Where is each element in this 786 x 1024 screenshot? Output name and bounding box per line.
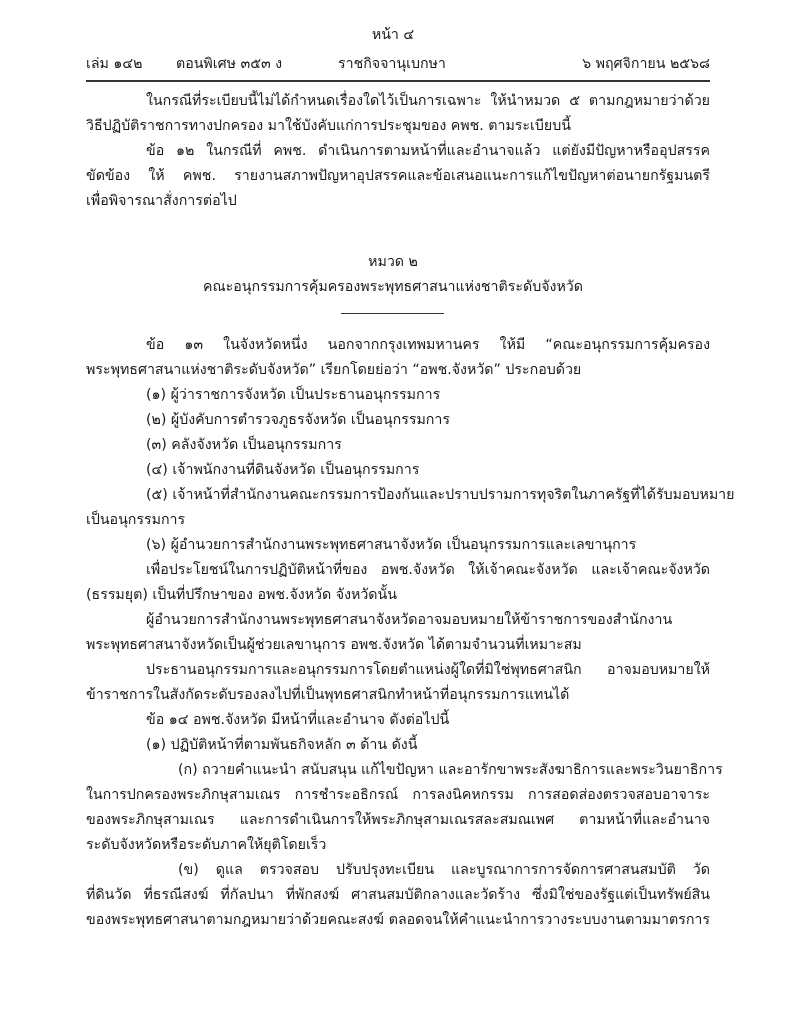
sub-item-line: ระดับจังหวัดหรือระดับภาคให้ยุติโดยเร็ว [86,837,327,853]
section-title: คณะอนุกรรมการคุ้มครองพระพุทธศาสนาแห่งชาติระดับจังหวัด [203,279,583,295]
list-item: (๑) ผู้ว่าราชการจังหวัด เป็นประธานอนุกรรมการ [146,387,441,403]
paragraph-line: ข้าราชการในสังกัดระดับรองลงไปที่เป็นพุทธศาสนิกทำหน้าที่อนุกรรมการแทนได้ [86,687,570,703]
volume-label: เล่ม ๑๔๒ [86,56,143,72]
publication-title: ราชกิจจานุเบกษา [338,56,446,72]
paragraph-line: ประธานอนุกรรมการและอนุกรรมการโดยตำแหน่งผู้ใดที่มิใช่พุทธศาสนิก อาจมอบหมายให้ [146,662,710,678]
paragraph-line: ผู้อำนวยการสำนักงานพระพุทธศาสนาจังหวัดอาจมอบหมายให้ข้าราชการของสำนักงาน [146,612,673,628]
list-item: (๒) ผู้บังคับการตำรวจภูธรจังหวัด เป็นอนุกรรมการ [146,412,450,428]
sub-item-line: (ข) ดูแล ตรวจสอบ ปรับปรุงทะเบียน และบูรณาการการจัดการศาสนสมบัติ วัด [178,862,710,878]
sub-item-line: ของพระภิกษุสามเณร และการดำเนินการให้พระภิกษุสามเณรสละสมณเพศ ตามหน้าที่และอำนาจ [86,812,710,828]
sub-item-line: ที่ดินวัด ที่ธรณีสงฆ์ ที่กัลปนา ที่พักสงฆ์ ศาสนสมบัติกลางและวัดร้าง ซึ่งมิใช่ของรัฐแต่เป็นทรัพย์สิน [86,887,710,903]
publication-date: ๖ พฤศจิกายน ๒๕๖๘ [582,56,710,72]
clause-12-line: ข้อ ๑๒ ในกรณีที่ คพช. ดำเนินการตามหน้าที่และอำนาจแล้ว แต่ยังมีปัญหาหรืออุปสรรค [146,143,710,159]
sub-item-line: ของพระพุทธศาสนาตามกฎหมายว่าด้วยคณะสงฆ์ ตลอดจนให้คำแนะนำการวางระบบงานตามมาตรการ [86,912,710,928]
clause-12-line: เพื่อพิจารณาสั่งการต่อไป [86,193,237,209]
paragraph-line: เพื่อประโยชน์ในการปฏิบัติหน้าที่ของ อพช.จังหวัด ให้เจ้าคณะจังหวัด และเจ้าคณะจังหวัด [146,562,710,578]
clause-14-line: ข้อ ๑๔ อพช.จังหวัด มีหน้าที่และอำนาจ ดังต่อไปนี้ [146,712,450,728]
list-item-continuation: เป็นอนุกรรมการ [86,512,186,528]
section-divider [341,313,444,314]
paragraph-line: (ธรรมยุต) เป็นที่ปรึกษาของ อพช.จังหวัด จังหวัดนั้น [86,587,397,603]
clause-13-line: ข้อ ๑๓ ในจังหวัดหนึ่ง นอกจากกรุงเทพมหานคร ให้มี “คณะอนุกรรมการคุ้มครอง [146,337,710,353]
list-item: (๖) ผู้อำนวยการสำนักงานพระพุทธศาสนาจังหวัด เป็นอนุกรรมการและเลขานุการ [146,537,637,553]
paragraph-line: วิธีปฏิบัติราชการทางปกครอง มาใช้บังคับแก่การประชุมของ คพช. ตามระเบียบนี้ [86,118,571,134]
sub-item-line: ในการปกครองพระภิกษุสามเณร การชำระอธิกรณ์ การลงนิคหกรรม การสอดส่องตรวจสอบอาจาระ [86,787,710,803]
header-divider [86,80,710,82]
page-number: หน้า ๔ [371,27,415,43]
sub-item-line: (ก) ถวายคำแนะนำ สนับสนุน แก้ไขปัญหา และอารักขาพระสังฆาธิการและพระวินยาธิการ [178,762,723,778]
paragraph-line: ในกรณีที่ระเบียบนี้ไม่ได้กำหนดเรื่องใดไว้เป็นการเฉพาะ ให้นำหมวด ๕ ตามกฎหมายว่าด้วย [146,93,710,109]
issue-label: ตอนพิเศษ ๓๕๓ ง [176,56,283,72]
list-item: (๕) เจ้าหน้าที่สำนักงานคณะกรรมการป้องกันและปราบปรามการทุจริตในภาครัฐที่ได้รับมอบหมาย [146,487,735,503]
list-item: (๓) คลังจังหวัด เป็นอนุกรรมการ [146,437,342,453]
list-item: (๑) ปฏิบัติหน้าที่ตามพันธกิจหลัก ๓ ด้าน ดังนี้ [146,737,418,753]
section-number: หมวด ๒ [368,254,418,270]
list-item: (๔) เจ้าพนักงานที่ดินจังหวัด เป็นอนุกรรมการ [146,462,420,478]
clause-12-line: ขัดข้อง ให้ คพช. รายงานสภาพปัญหาอุปสรรคและข้อเสนอแนะการแก้ไขปัญหาต่อนายกรัฐมนตรี [86,168,710,184]
clause-13-line: พระพุทธศาสนาแห่งชาติระดับจังหวัด” เรียกโดยย่อว่า “อพช.จังหวัด” ประกอบด้วย [86,362,582,378]
paragraph-line: พระพุทธศาสนาจังหวัดเป็นผู้ช่วยเลขานุการ อพช.จังหวัด ได้ตามจำนวนที่เหมาะสม [86,637,582,653]
